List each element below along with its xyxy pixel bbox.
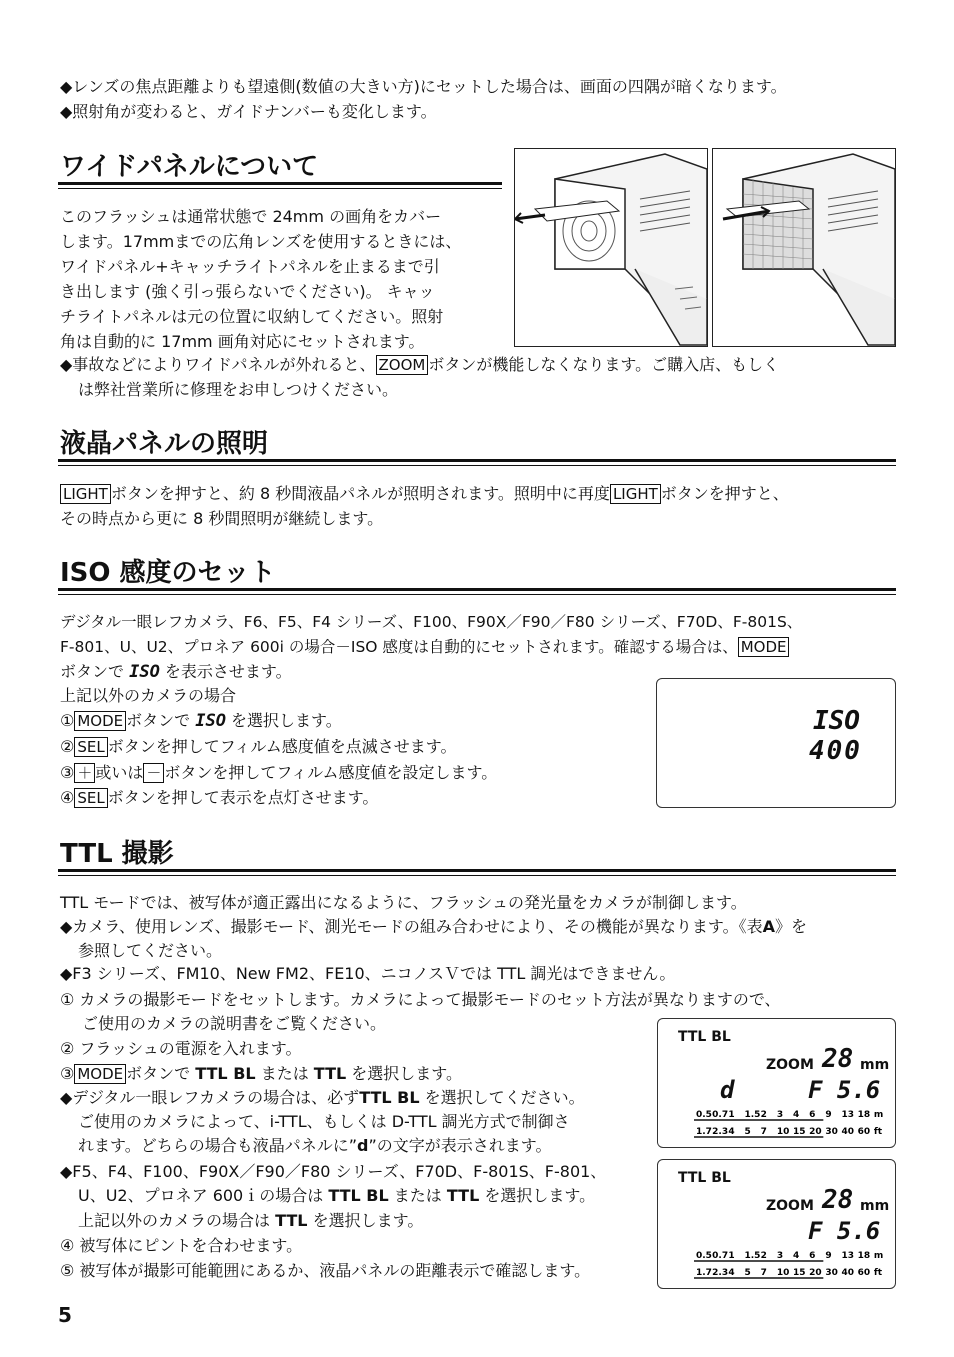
d-indicator-text: d bbox=[357, 1136, 369, 1155]
iso-step-3 bbox=[60, 760, 497, 785]
scale-tick-label: 30 bbox=[825, 1127, 838, 1137]
title-rule bbox=[58, 182, 502, 185]
step-text: を選択します。 bbox=[231, 711, 342, 730]
ttl-note-1-line2: 参照してください。 bbox=[78, 941, 223, 960]
title-rule-thin bbox=[58, 594, 896, 595]
note-text: ◆事故などによりワイドパネルが外れると、 bbox=[60, 355, 376, 374]
ttl-bl-label: TTL BL bbox=[328, 1186, 389, 1205]
scale-tick-label: 0.5 bbox=[696, 1251, 712, 1261]
ttl-lcd-panel-2 bbox=[657, 1159, 896, 1289]
lcd-zoom-value: 28 bbox=[822, 1044, 854, 1074]
body-line: します。17mmまでの広角レンズを使用するときには、 bbox=[60, 232, 462, 251]
step-text: ボタンを押してフィルム感度値を設定します。 bbox=[164, 763, 498, 782]
step-text: を選択します。 bbox=[351, 1064, 463, 1083]
ttl-note-3-line3 bbox=[78, 1133, 551, 1158]
ttl-bl-label: TTL BL bbox=[195, 1064, 256, 1083]
ttl-step-1: ① カメラの撮影モードをセットします。カメラによって撮影モードのセット方法が異なりますので、 bbox=[60, 990, 781, 1009]
ttl-intro: TTL モードでは、被写体が適正露出になるように、フラッシュの発光量をカメラが制御します。 bbox=[60, 893, 747, 912]
step-text: ボタンで bbox=[126, 1064, 191, 1083]
ttl-note-1 bbox=[60, 914, 807, 939]
light-line-1 bbox=[60, 481, 789, 506]
light-key: LIGHT bbox=[610, 484, 661, 504]
scale-ft-row bbox=[694, 1268, 883, 1278]
scale-tick-label: 0.7 bbox=[712, 1251, 729, 1261]
lcd-aperture: F 5.6 bbox=[808, 1076, 881, 1104]
scale-tick-label: 1.7 bbox=[696, 1127, 712, 1137]
scale-tick-label: 4 bbox=[793, 1110, 800, 1120]
section-title-ttl: TTL 撮影 bbox=[60, 839, 174, 869]
minus-key: － bbox=[143, 763, 164, 783]
scale-tick-label: 13 bbox=[841, 1110, 855, 1120]
title-rule-thin bbox=[58, 188, 502, 189]
step-number: ③ bbox=[60, 763, 75, 782]
title-rule-thin bbox=[58, 465, 896, 466]
lcd-zoom-label: ZOOM bbox=[766, 1057, 814, 1073]
scale-tick-label: m bbox=[873, 1110, 884, 1120]
lcd-unit: mm bbox=[860, 1198, 890, 1214]
title-rule-thin bbox=[58, 875, 896, 876]
iso-lcd-label: ISO bbox=[813, 706, 860, 736]
scale-tick-label: 6 bbox=[809, 1110, 816, 1120]
scale-tick-label: 0.7 bbox=[712, 1110, 729, 1120]
iso-line-4: 上記以外のカメラの場合 bbox=[60, 686, 237, 705]
lcd-aperture: F 5.6 bbox=[808, 1217, 881, 1245]
body-line: チライトパネルは元の位置に収納してください。照射 bbox=[60, 307, 444, 326]
scale-tick-label: 15 bbox=[793, 1127, 806, 1137]
scale-tick-label: 15 bbox=[793, 1268, 806, 1278]
scale-tick-label: 9 bbox=[825, 1110, 832, 1120]
step-text: ボタンを押してフィルム感度値を点滅させます。 bbox=[107, 737, 457, 756]
note-text: U、U2、プロネア 600ｉの場合は bbox=[78, 1186, 324, 1205]
scale-tick-label: 10 bbox=[776, 1127, 790, 1137]
scale-tick-label: 6 bbox=[809, 1251, 816, 1261]
scale-tick-label: 60 bbox=[857, 1127, 871, 1137]
mode-key: MODE bbox=[74, 1064, 126, 1084]
scale-tick-label: 2 bbox=[760, 1251, 767, 1261]
ttl-note-2: ◆F3 シリーズ、FM10、New FM2、FE10、ニコノスＶでは TTL 調光はできません。 bbox=[60, 964, 676, 983]
scale-tick-label: 0.5 bbox=[696, 1110, 712, 1120]
flash-illustration-normal bbox=[514, 148, 708, 347]
lcd-distance-scale bbox=[694, 1248, 890, 1280]
ttl-label: TTL bbox=[313, 1064, 347, 1083]
iso-line-1: デジタル一眼レフカメラ、F6、F5、F4 シリーズ、F100、F90X／F90／F80 シリーズ、F70D、F-801S、 bbox=[60, 613, 803, 631]
step-number: ① bbox=[60, 711, 75, 730]
scale-tick-label: 5 bbox=[744, 1268, 751, 1278]
flash-normal-drawing bbox=[515, 149, 707, 346]
scale-tick-label: 7 bbox=[760, 1268, 767, 1278]
scale-tick-label: 1.5 bbox=[744, 1251, 761, 1261]
note-text: を選択してください。 bbox=[424, 1088, 585, 1107]
ttl-step-5: ⑤ 被写体が撮影可能範囲にあるか、液晶パネルの距離表示で確認します。 bbox=[60, 1261, 591, 1280]
ttl-note-4-line3 bbox=[78, 1208, 423, 1233]
step-text: 或いは bbox=[95, 763, 144, 782]
ttl-lcd-panel-1 bbox=[657, 1018, 896, 1148]
note-text: ◆デジタル一眼レフカメラの場合は、必ず bbox=[60, 1088, 360, 1107]
iso-lcd-value: 400 bbox=[809, 736, 862, 766]
ttl-step-4: ④ 被写体にピントを合わせます。 bbox=[60, 1236, 303, 1255]
scale-tick-label: 4 bbox=[728, 1268, 735, 1278]
scale-tick-label: 3 bbox=[776, 1110, 784, 1120]
scale-tick-label: 30 bbox=[825, 1268, 838, 1278]
step-text: ボタンで bbox=[126, 711, 191, 730]
lcd-distance-scale bbox=[694, 1107, 890, 1139]
light-text: ボタンを押すと、 bbox=[660, 484, 789, 503]
intro-note-2: ◆照射角が変わると、ガイドナンバーも変化します。 bbox=[60, 102, 437, 121]
iso-glyph: ISO bbox=[129, 662, 160, 682]
scale-tick-label: 1 bbox=[728, 1110, 735, 1120]
scale-tick-label: ft bbox=[873, 1127, 883, 1137]
lcd-mode: TTL BL bbox=[678, 1170, 731, 1186]
step-text: または bbox=[260, 1064, 309, 1083]
scale-tick-label: 40 bbox=[841, 1127, 855, 1137]
scale-tick-label: 10 bbox=[776, 1268, 790, 1278]
page-number: 5 bbox=[58, 1303, 72, 1327]
section-title-iso: ISO 感度のセット bbox=[60, 558, 276, 588]
scale-tick-label: 1.7 bbox=[696, 1268, 712, 1278]
iso-text: ボタンで bbox=[60, 662, 125, 681]
flash-illustration-wide bbox=[712, 148, 896, 347]
body-line: 角は自動的に 17mm 画角対応にセットされます。 bbox=[60, 332, 425, 351]
scale-tick-label: 7 bbox=[760, 1127, 767, 1137]
section-title-lcd-illumination: 液晶パネルの照明 bbox=[60, 429, 269, 459]
light-line-2: その時点から更に 8 秒間照明が継続します。 bbox=[60, 509, 384, 528]
scale-tick-label: 13 bbox=[841, 1251, 855, 1261]
scale-tick-label: ft bbox=[873, 1268, 883, 1278]
lcd-mode: TTL BL bbox=[678, 1029, 731, 1045]
mode-key: MODE bbox=[74, 711, 126, 731]
wide-panel-note bbox=[60, 352, 779, 377]
ttl-step-1-line2: ご使用のカメラの説明書をご覧ください。 bbox=[82, 1014, 387, 1033]
scale-tick-label: 2.3 bbox=[712, 1127, 729, 1137]
iso-step-1 bbox=[60, 708, 342, 734]
scale-tick-label: 3 bbox=[776, 1251, 784, 1261]
wide-panel-body bbox=[60, 204, 461, 354]
ttl-label: TTL bbox=[275, 1211, 308, 1230]
flash-wide-drawing bbox=[713, 149, 895, 346]
ttl-label: TTL bbox=[446, 1186, 480, 1205]
scale-tick-label: 2.3 bbox=[712, 1268, 729, 1278]
body-line: ワイドパネル+キャッチライトパネルを止まるまで引 bbox=[60, 257, 440, 276]
body-line: このフラッシュは通常状態で 24mm の画角をカバー bbox=[60, 207, 442, 226]
scale-m-row bbox=[694, 1110, 883, 1120]
ttl-step-3 bbox=[60, 1061, 462, 1086]
iso-text: を表示させます。 bbox=[164, 662, 292, 681]
wide-panel-note-line2: は弊社営業所に修理をお申しつけください。 bbox=[78, 380, 399, 399]
light-text: ボタンを押すと、約 8 秒間液晶パネルが照明されます。照明中に再度 bbox=[110, 484, 610, 503]
note-text: 》を bbox=[775, 917, 808, 936]
zoom-key: ZOOM bbox=[376, 355, 429, 375]
sel-key: SEL bbox=[74, 737, 107, 757]
plus-key: ＋ bbox=[74, 763, 95, 783]
iso-lcd-panel bbox=[656, 678, 896, 808]
note-text: ボタンが機能しなくなります。ご購入店、もしく bbox=[428, 355, 780, 374]
note-text: または bbox=[393, 1186, 442, 1205]
step-number: ④ bbox=[60, 788, 75, 807]
scale-ft-row bbox=[694, 1127, 883, 1137]
scale-tick-label: m bbox=[873, 1251, 884, 1261]
scale-tick-label: 4 bbox=[728, 1127, 735, 1137]
ttl-note-4-line2 bbox=[78, 1183, 595, 1208]
step-number: ② bbox=[60, 737, 75, 756]
iso-text: F-801、U、U2、プロネア 600i の場合－ISO 感度は自動的にセットされます。確認する場合は、 bbox=[60, 638, 738, 656]
scale-m-row bbox=[694, 1251, 883, 1261]
note-text: れます。どちらの場合も液晶パネルに” bbox=[78, 1136, 358, 1155]
lcd-zoom-value: 28 bbox=[822, 1185, 854, 1215]
scale-tick-label: 18 bbox=[857, 1110, 871, 1120]
scale-tick-label: 18 bbox=[857, 1251, 871, 1261]
note-text: ◆カメラ、使用レンズ、撮影モード、測光モードの組み合わせにより、その機能が異なります。《表 bbox=[60, 917, 763, 936]
step-text: ボタンを押して表示を点灯させます。 bbox=[107, 788, 379, 807]
iso-step-4 bbox=[60, 785, 378, 810]
mode-key: MODE bbox=[738, 637, 790, 657]
title-rule bbox=[58, 869, 896, 872]
note-text: を選択します。 bbox=[484, 1186, 596, 1205]
body-line: き出します (強く引っ張らないでください)。 キャッ bbox=[60, 282, 435, 301]
section-title-wide-panel: ワイドパネルについて bbox=[60, 152, 319, 182]
scale-tick-label: 4 bbox=[793, 1251, 800, 1261]
note-text: 上記以外のカメラの場合は bbox=[78, 1211, 271, 1230]
iso-line-2 bbox=[60, 635, 789, 660]
scale-tick-label: 20 bbox=[809, 1268, 822, 1278]
iso-line-3 bbox=[60, 659, 292, 685]
table-ref: A bbox=[762, 917, 776, 936]
title-rule bbox=[58, 588, 896, 591]
scale-tick-label: 1.5 bbox=[744, 1110, 761, 1120]
light-key: LIGHT bbox=[60, 484, 111, 504]
note-text: を選択します。 bbox=[312, 1211, 424, 1230]
scale-tick-label: 20 bbox=[809, 1127, 822, 1137]
note-text: ”の文字が表示されます。 bbox=[368, 1136, 552, 1155]
intro-note-1: ◆レンズの焦点距離よりも望遠側(数値の大きい方)にセットした場合は、画面の四隅が暗くなります。 bbox=[60, 77, 787, 96]
ttl-note-3-line2: ご使用のカメラによって、i-TTL、もしくは D-TTL 調光方式で制御さ bbox=[78, 1112, 570, 1131]
scale-tick-label: 40 bbox=[841, 1268, 855, 1278]
iso-glyph: ISO bbox=[195, 711, 226, 731]
lcd-d-indicator: d bbox=[720, 1076, 735, 1104]
step-number: ③ bbox=[60, 1064, 75, 1083]
scale-tick-label: 9 bbox=[825, 1251, 832, 1261]
lcd-unit: mm bbox=[860, 1057, 890, 1073]
scale-tick-label: 60 bbox=[857, 1268, 871, 1278]
scale-tick-label: 2 bbox=[760, 1110, 767, 1120]
iso-step-2 bbox=[60, 734, 457, 759]
lcd-zoom-label: ZOOM bbox=[766, 1198, 814, 1214]
ttl-step-2: ② フラッシュの電源を入れます。 bbox=[60, 1039, 302, 1058]
ttl-note-4: ◆F5、F4、F100、F90X／F90／F80 シリーズ、F70D、F-801S、F-801、 bbox=[60, 1162, 607, 1181]
title-rule bbox=[58, 459, 896, 462]
scale-tick-label: 5 bbox=[744, 1127, 751, 1137]
scale-tick-label: 1 bbox=[728, 1251, 735, 1261]
sel-key: SEL bbox=[74, 788, 107, 808]
ttl-note-3 bbox=[60, 1085, 585, 1110]
ttl-bl-label: TTL BL bbox=[359, 1088, 420, 1107]
